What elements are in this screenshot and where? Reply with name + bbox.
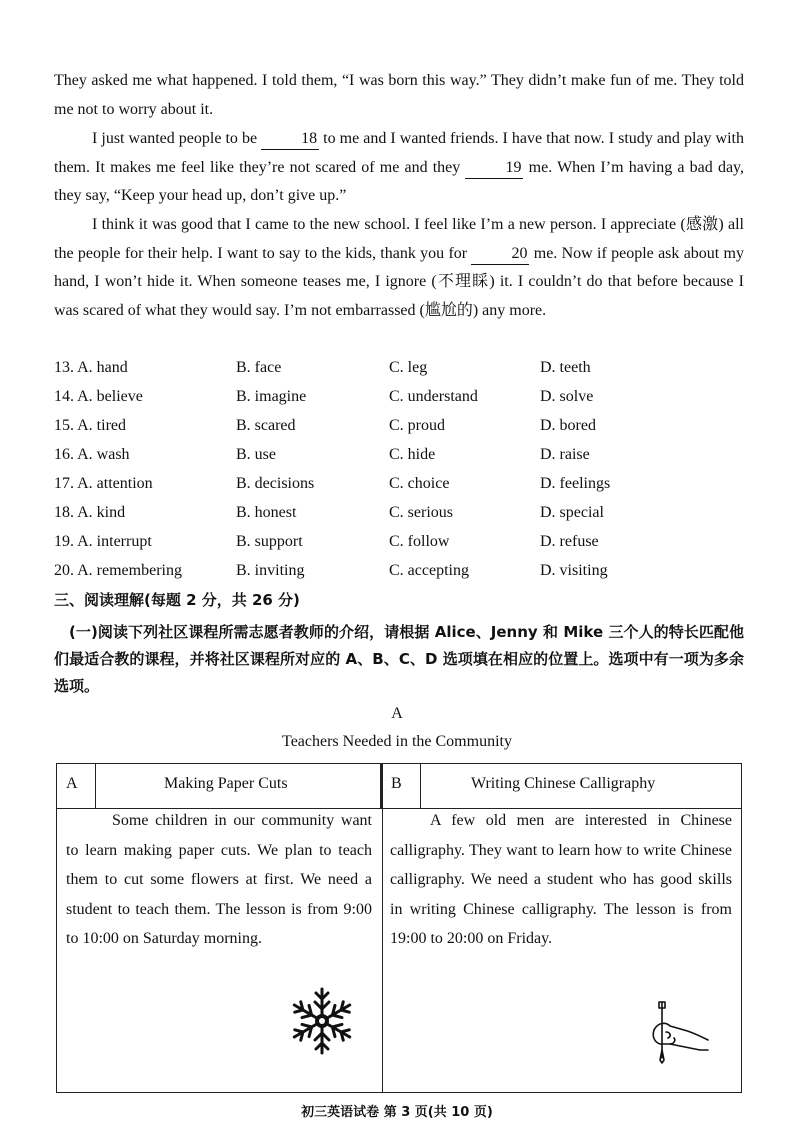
option-a: 16. A. wash <box>54 446 130 463</box>
paragraph-3-text-a: I think it was good that I came to the new school. I feel like I’m a new person. I appreciate (感激) all the people for their help. I want to say to the kids, thank you for <box>54 216 744 262</box>
passage-paragraph-3 <box>54 211 744 326</box>
option-a: 17. A. attention <box>54 475 153 492</box>
option-a: 14. A. believe <box>54 388 143 405</box>
option-row <box>54 413 754 442</box>
course-b-description: A few old men are interested in Chinese calligraphy. They want to learn how to write Chinese calligraphy. We need a student who has good skills in writing Chinese calligraphy. The lesson is from 19:00 to 20:00 on Friday. <box>390 812 732 947</box>
option-c: C. proud <box>389 417 445 434</box>
snowflake-paper-cut-icon <box>286 985 358 1057</box>
option-d: D. teeth <box>540 359 591 376</box>
blank-18: 18 <box>261 129 319 150</box>
section-title: 三、阅读理解(每题 2 分，共 26 分) <box>54 591 300 609</box>
option-b: B. scared <box>236 417 296 434</box>
option-b: B. face <box>236 359 282 376</box>
paragraph-2-text-b: to me and I wanted friends. I have that now. I study and play with them. It makes me feel like they’re not scared of me and they <box>54 130 745 176</box>
option-row <box>54 558 754 587</box>
hand-writing-brush-icon <box>640 1000 710 1065</box>
course-a-title: Making Paper Cuts <box>164 775 288 792</box>
option-b: B. imagine <box>236 388 307 405</box>
option-row <box>54 529 754 558</box>
option-a: 19. A. interrupt <box>54 533 152 550</box>
option-row <box>54 355 754 384</box>
course-b-letter: B <box>391 775 402 792</box>
blank-20: 20 <box>471 244 529 265</box>
option-c: C. accepting <box>389 562 469 579</box>
blank-19: 19 <box>465 158 523 179</box>
option-row <box>54 471 754 500</box>
option-row <box>54 384 754 413</box>
part-label: A <box>391 705 403 722</box>
passage-paragraph-2 <box>54 125 744 211</box>
page-footer: 初三英语试卷 第 3 页(共 10 页) <box>301 1105 493 1120</box>
option-b: B. use <box>236 446 276 463</box>
option-d: D. refuse <box>540 533 599 550</box>
passage-paragraph-1: They asked me what happened. I told them, “I was born this way.” They didn’t make fun of me. They told me not to worry about it. <box>54 72 744 118</box>
option-c: C. choice <box>389 475 450 492</box>
option-d: D. raise <box>540 446 590 463</box>
table-divider <box>382 764 383 1092</box>
option-d: D. bored <box>540 417 596 434</box>
paragraph-2-text-c: me. When I’m having a bad day, they say, “Keep your head up, don’t give up.” <box>54 158 745 205</box>
option-a: 15. A. tired <box>54 417 126 434</box>
paragraph-2-text-a: I just wanted people to be <box>92 130 258 147</box>
option-d: D. visiting <box>540 562 608 579</box>
course-a-letter: A <box>66 775 78 792</box>
option-c: C. follow <box>389 533 450 550</box>
option-b: B. support <box>236 533 303 550</box>
option-row <box>54 500 754 529</box>
section-instruction: (一)阅读下列社区课程所需志愿者教师的介绍，请根据 Alice、Jenny 和 Mike 三个人的特长匹配他们最适合教的课程，并将社区课程所对应的 A、B、C、D 选项填在相应的位置上。选项中有一项为多余选项。 <box>54 623 744 695</box>
option-d: D. solve <box>540 388 594 405</box>
option-d: D. special <box>540 504 604 521</box>
option-c: C. serious <box>389 504 453 521</box>
answer-options <box>54 355 754 587</box>
option-b: B. inviting <box>236 562 305 579</box>
option-c: C. understand <box>389 388 478 405</box>
course-a-description: Some children in our community want to learn making paper cuts. We plan to teach them to cut some flowers at first. We need a student to teach them. The lesson is from 9:00 to 10:00 on Saturday morning. <box>66 812 372 947</box>
course-b-title: Writing Chinese Calligraphy <box>471 775 656 792</box>
paragraph-3-text-b: me. Now if people ask about my hand, I won’t hide it. When someone teases me, I ignore (不理睬) it. I couldn’t do that before because I was scared of what they would say. I’m not embarrassed (尴尬的) any more. <box>54 244 745 320</box>
option-a: 18. A. kind <box>54 504 126 521</box>
option-d: D. feelings <box>540 475 611 492</box>
table-title: Teachers Needed in the Community <box>282 733 512 750</box>
option-c: C. leg <box>389 359 428 376</box>
option-a: 20. A. remembering <box>54 562 182 579</box>
option-b: B. decisions <box>236 475 315 492</box>
option-row <box>54 442 754 471</box>
option-c: C. hide <box>389 446 436 463</box>
option-a: 13. A. hand <box>54 359 128 376</box>
option-b: B. honest <box>236 504 297 521</box>
